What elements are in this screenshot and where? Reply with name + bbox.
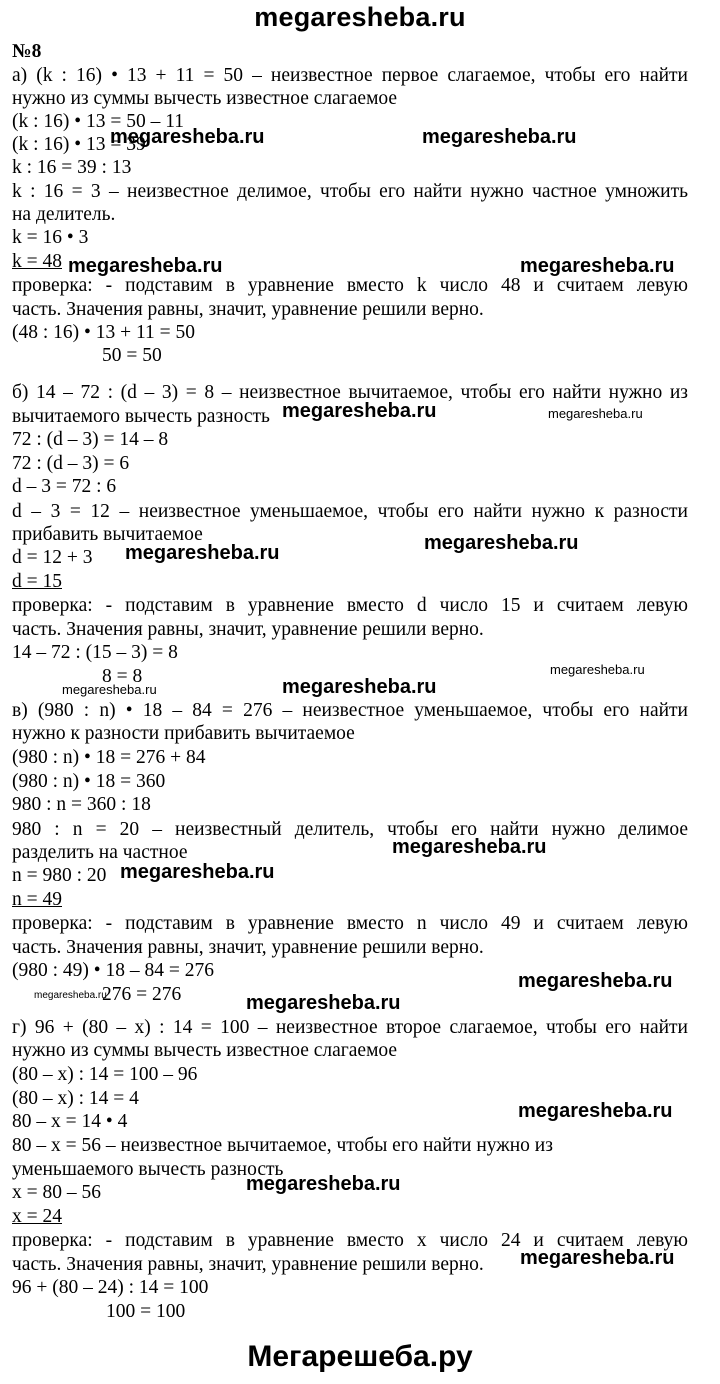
watermark: megaresheba.ru	[520, 1247, 675, 1269]
line-d8: x = 80 – 56	[12, 1182, 101, 1203]
watermark: megaresheba.ru	[246, 992, 401, 1014]
line-d2: нужно из суммы вычесть известное слагаемое	[12, 1040, 398, 1061]
line-c11: часть. Значения равны, значит, уравнение решили верно.	[12, 937, 484, 958]
line-a6: k : 16 = 3 – неизвестное делимое, чтобы его найти нужно частное умножить	[12, 181, 688, 202]
line-d6: 80 – x = 56 – неизвестное вычитаемое, чтобы его найти нужно из	[12, 1135, 553, 1156]
watermark: megaresheba.ru	[120, 861, 275, 883]
watermark: megaresheba.ru	[125, 542, 280, 564]
line-b4: 72 : (d – 3) = 6	[12, 453, 130, 474]
line-a8: k = 16 • 3	[12, 227, 89, 248]
line-d12: 96 + (80 – 24) : 14 = 100	[12, 1277, 209, 1298]
line-b2: вычитаемого вычесть разность	[12, 406, 270, 427]
answer-c: n = 49	[12, 889, 62, 910]
watermark: megaresheba.ru	[520, 255, 675, 277]
line-a13: 50 = 50	[102, 345, 162, 366]
watermark: megaresheba.ru	[518, 1100, 673, 1122]
line-b3: 72 : (d – 3) = 14 – 8	[12, 429, 169, 450]
watermark: megaresheba.ru	[422, 126, 577, 148]
line-d13: 100 = 100	[106, 1301, 186, 1322]
line-b11: часть. Значения равны, значит, уравнение решили верно.	[12, 619, 484, 640]
watermark: megaresheba.ru	[62, 682, 157, 697]
line-a10: проверка: - подставим в уравнение вместо k число 48 и считаем левую	[12, 275, 688, 296]
line-c4: (980 : n) • 18 = 360	[12, 771, 166, 792]
line-a11: часть. Значения равны, значит, уравнение решили верно.	[12, 299, 484, 320]
line-c8: n = 980 : 20	[12, 865, 107, 886]
answer-d: x = 24	[12, 1206, 62, 1227]
line-a5: k : 16 = 39 : 13	[12, 157, 132, 178]
line-c10: проверка: - подставим в уравнение вместо n число 49 и считаем левую	[12, 913, 688, 934]
line-d1: г) 96 + (80 – x) : 14 = 100 – неизвестное второе слагаемое, чтобы его найти	[12, 1017, 688, 1038]
line-d7: уменьшаемого вычесть разность	[12, 1159, 284, 1180]
watermark: megaresheba.ru	[548, 406, 643, 421]
line-b1: б) 14 – 72 : (d – 3) = 8 – неизвестное вычитаемое, чтобы его найти нужно из	[12, 382, 688, 403]
line-a7: на делитель.	[12, 204, 116, 225]
line-b6: d – 3 = 12 – неизвестное уменьшаемое, чтобы его найти нужно к разности	[12, 501, 688, 522]
line-b13: 8 = 8	[102, 666, 143, 687]
site-header: megaresheba.ru	[254, 2, 466, 32]
line-b5: d – 3 = 72 : 6	[12, 476, 117, 497]
watermark: megaresheba.ru	[110, 126, 265, 148]
line-b7: прибавить вычитаемое	[12, 524, 203, 545]
watermark: megaresheba.ru	[282, 400, 437, 422]
line-c12: (980 : 49) • 18 – 84 = 276	[12, 960, 214, 981]
line-c3: (980 : n) • 18 = 276 + 84	[12, 747, 206, 768]
line-a1: а) (k : 16) • 13 + 11 = 50 – неизвестное первое слагаемое, чтобы его найти	[12, 65, 688, 86]
line-c5: 980 : n = 360 : 18	[12, 794, 151, 815]
line-c7: разделить на частное	[12, 842, 188, 863]
answer-a: k = 48	[12, 251, 62, 272]
watermark: megaresheba.ru	[246, 1173, 401, 1195]
task-number: №8	[12, 41, 42, 62]
line-b10: проверка: - подставим в уравнение вместо d число 15 и считаем левую	[12, 595, 688, 616]
line-b12: 14 – 72 : (15 – 3) = 8	[12, 642, 178, 663]
line-c2: нужно к разности прибавить вычитаемое	[12, 723, 355, 744]
line-a3: (k : 16) • 13 = 50 – 11	[12, 111, 185, 132]
line-c1: в) (980 : n) • 18 – 84 = 276 – неизвестное уменьшаемое, чтобы его найти	[12, 700, 688, 721]
line-d11: часть. Значения равны, значит, уравнение решили верно.	[12, 1254, 484, 1275]
watermark: megaresheba.ru	[424, 532, 579, 554]
line-d4: (80 – x) : 14 = 4	[12, 1088, 139, 1109]
line-d10: проверка: - подставим в уравнение вместо x число 24 и считаем левую	[12, 1230, 688, 1251]
watermark: megaresheba.ru	[68, 255, 223, 277]
line-c6: 980 : n = 20 – неизвестный делитель, чтобы его найти нужно делимое	[12, 819, 688, 840]
site-footer: Мегарешеба.ру	[247, 1340, 473, 1373]
line-a2: нужно из суммы вычесть известное слагаемое	[12, 88, 398, 109]
line-d5: 80 – x = 14 • 4	[12, 1111, 128, 1132]
watermark: megaresheba.ru	[518, 970, 673, 992]
watermark: megaresheba.ru	[282, 676, 437, 698]
watermark: megaresheba.ru	[34, 990, 107, 1001]
watermark: megaresheba.ru	[392, 836, 547, 858]
line-c13: 276 = 276	[102, 984, 182, 1005]
line-a12: (48 : 16) • 13 + 11 = 50	[12, 322, 196, 343]
line-a4: (k : 16) • 13 = 39	[12, 134, 146, 155]
line-d3: (80 – x) : 14 = 100 – 96	[12, 1064, 198, 1085]
watermark: megaresheba.ru	[550, 662, 645, 677]
line-b8: d = 12 + 3	[12, 547, 93, 568]
answer-b: d = 15	[12, 571, 62, 592]
